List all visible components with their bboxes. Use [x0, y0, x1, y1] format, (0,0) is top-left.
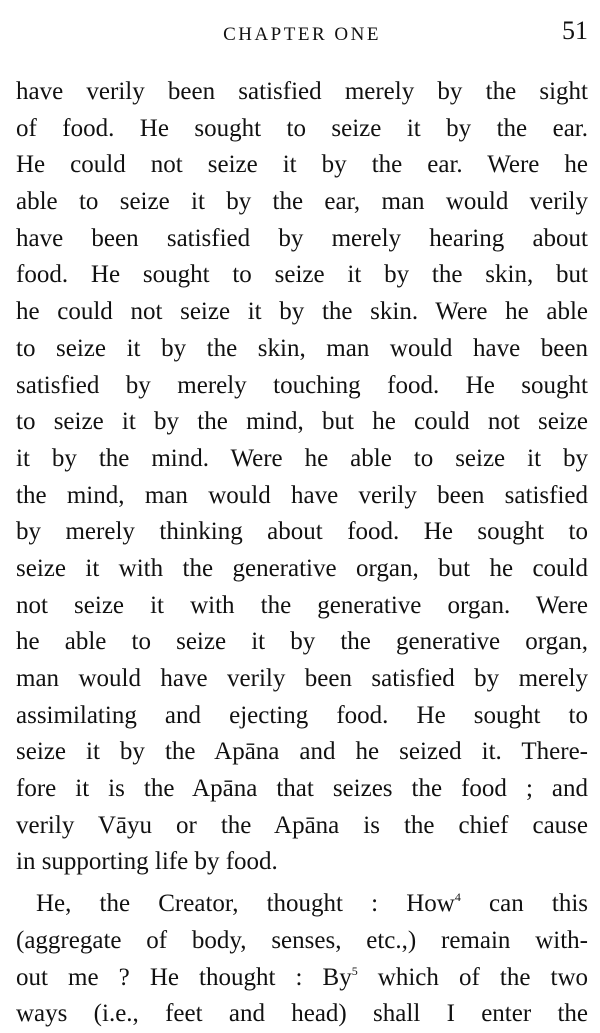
text-line: seize it with the generative organ, but he could — [16, 554, 588, 582]
body-text — [16, 74, 588, 1033]
text-line: (aggregate of body, senses, etc.,) remain with- — [16, 926, 588, 954]
text-line-paragraph-start — [16, 886, 588, 923]
text-line: fore it is the Apāna that seizes the food ; and — [16, 775, 588, 803]
text-line: of food. He sought to seize it by the ear. — [16, 114, 588, 142]
text-segment: He, the Creator, thought : How — [36, 890, 455, 918]
text-line: have been satisfied by merely hearing about — [16, 224, 588, 252]
text-line: he could not seize it by the skin. Were he able — [16, 298, 588, 326]
footnote-marker: 4 — [454, 890, 461, 905]
text-line: seize it by the Apāna and he seized it. There- — [16, 738, 588, 766]
text-line: he able to seize it by the generative organ, — [16, 628, 588, 656]
text-line: verily Vāyu or the Apāna is the chief cause — [16, 811, 588, 839]
text-line: not seize it with the generative organ. Were — [16, 591, 588, 619]
text-line: man would have verily been satisfied by merely — [16, 665, 588, 692]
text-line: it by the mind. Were he able to seize it by — [16, 444, 588, 472]
text-line: ways (i.e., feet and head) shall I enter the — [16, 1000, 588, 1028]
text-line: able to seize it by the ear, man would verily — [16, 188, 588, 216]
text-line: food. He sought to seize it by the skin, but — [16, 261, 588, 289]
text-line: have verily been satisfied merely by the sight — [16, 78, 588, 105]
text-line — [16, 960, 588, 997]
text-line-paragraph-end: in supporting life by food. — [16, 848, 278, 876]
running-head — [16, 14, 588, 54]
chapter-title: CHAPTER ONE — [223, 24, 381, 45]
text-line: He could not seize it by the ear. Were he — [16, 151, 588, 179]
text-line: assimilating and ejecting food. He sought to — [16, 701, 588, 729]
text-segment: which of the two — [357, 963, 588, 991]
text-line: to seize it by the skin, man would have been — [16, 334, 588, 362]
text-segment: out me ? He thought : By — [16, 963, 352, 991]
text-line: to seize it by the mind, but he could not seize — [16, 408, 588, 436]
page-number: 51 — [562, 16, 588, 45]
footnote-marker: 5 — [351, 963, 358, 978]
text-segment: can this — [460, 890, 588, 918]
text-line: satisfied by merely touching food. He sought — [16, 371, 588, 399]
text-line: by merely thinking about food. He sought to — [16, 518, 588, 546]
text-line: the mind, man would have verily been satisfied — [16, 481, 588, 509]
